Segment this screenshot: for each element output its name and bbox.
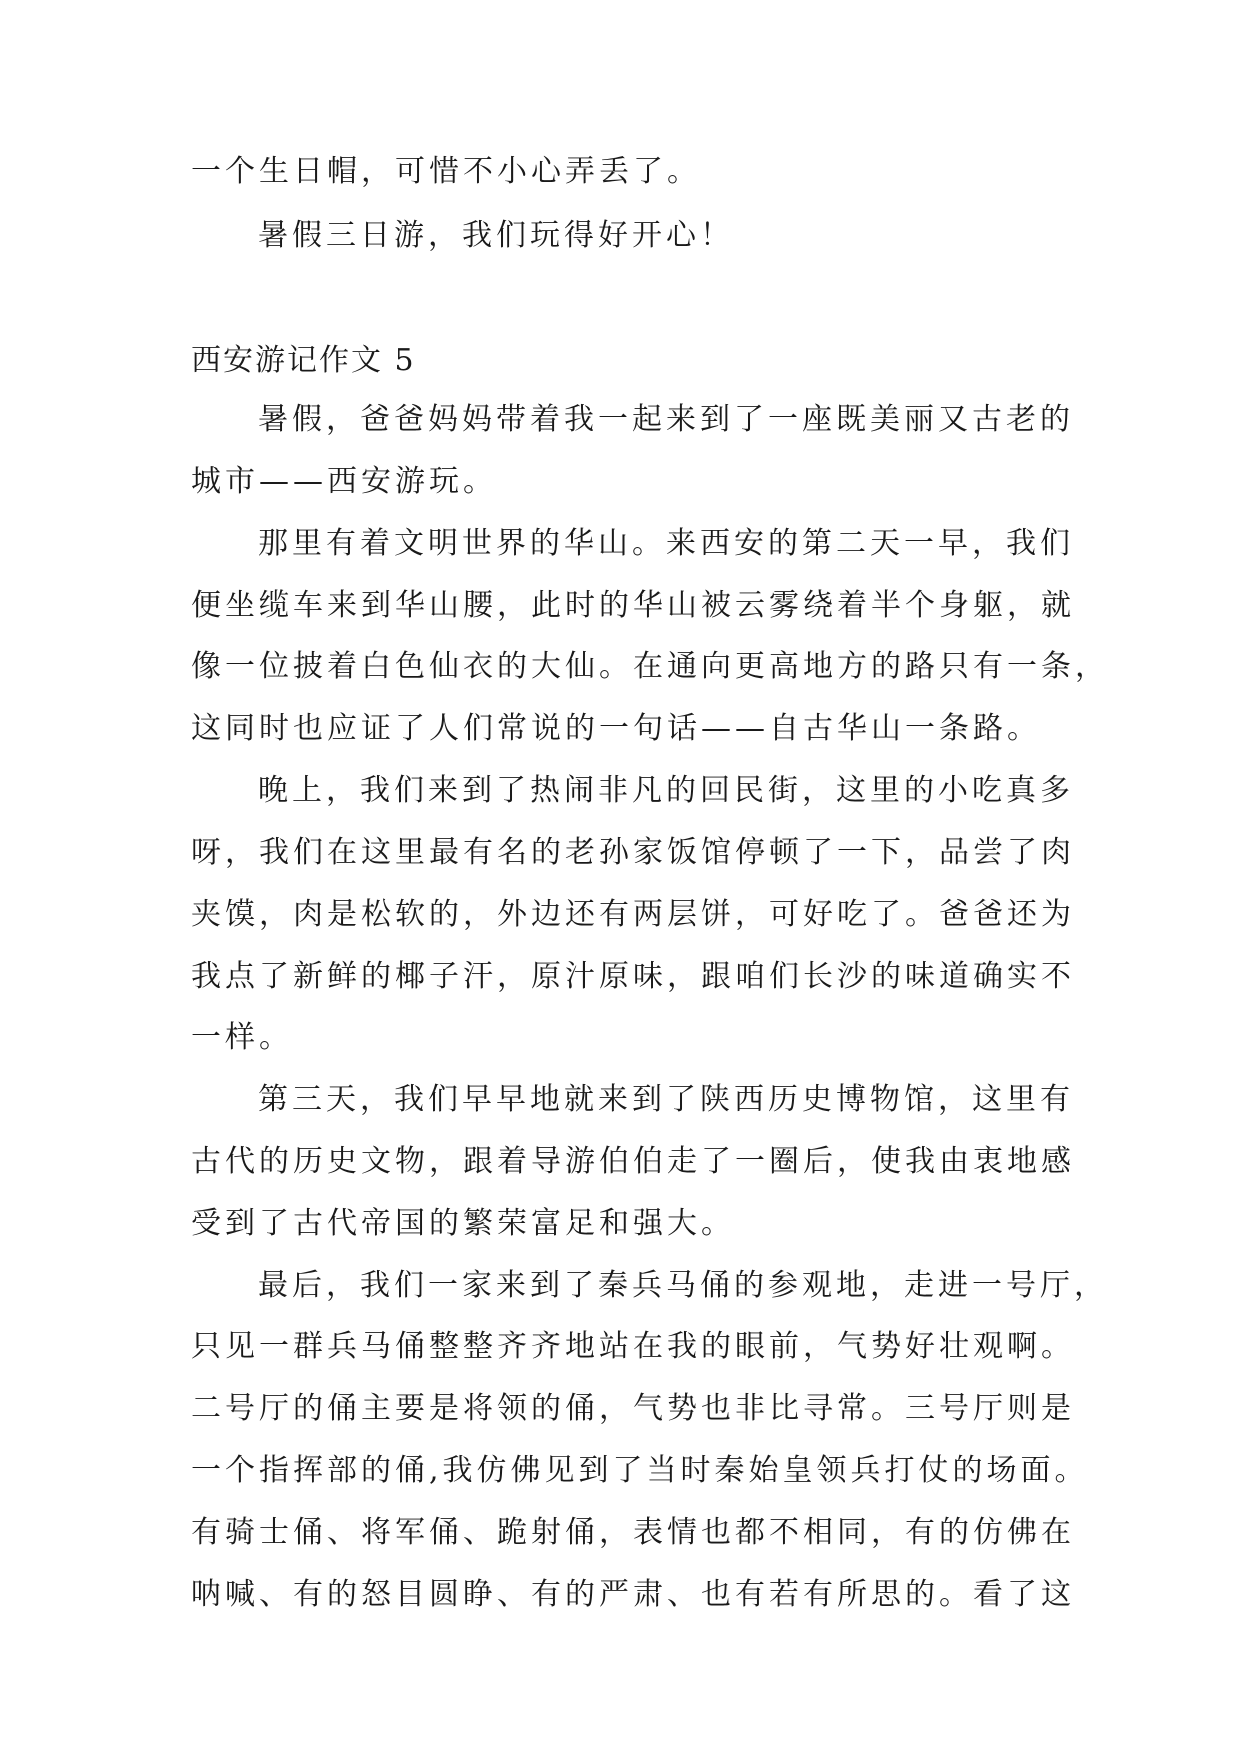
text-line: 二号厅的俑主要是将领的俑，气势也非比寻常。三号厅则是 <box>191 1391 1075 1426</box>
paragraph-line: 那里有着文明世界的华山。来西安的第二天一早，我们 <box>258 526 1074 561</box>
text-line: 我点了新鲜的椰子汗，原汁原味，跟咱们长沙的味道确实不 <box>191 959 1075 994</box>
paragraph-line: 第三天，我们早早地就来到了陕西历史博物馆，这里有 <box>258 1082 1074 1117</box>
text-line: 古代的历史文物，跟着导游伯伯走了一圈后，使我由衷地感 <box>191 1144 1075 1179</box>
text-line: 这同时也应证了人们常说的一句话——自古华山一条路。 <box>191 711 1041 746</box>
text-line: 有骑士俑、将军俑、跪射俑，表情也都不相同，有的仿佛在 <box>191 1515 1075 1550</box>
paragraph-line: 晚上，我们来到了热闹非凡的回民街，这里的小吃真多 <box>258 773 1074 808</box>
paragraph-line: 暑假三日游，我们玩得好开心！ <box>258 218 734 253</box>
text-line: 像一位披着白色仙衣的大仙。在通向更高地方的路只有一条， <box>191 649 1109 684</box>
text-line: 受到了古代帝国的繁荣富足和强大。 <box>191 1206 735 1241</box>
text-line: 便坐缆车来到华山腰，此时的华山被云雾绕着半个身躯，就 <box>191 588 1075 623</box>
text-line: 呐喊、有的怒目圆睁、有的严肃、也有若有所思的。看了这 <box>191 1577 1075 1612</box>
text-line: 一个指挥部的俑,我仿佛见到了当时秦始皇领兵打仗的场面。 <box>191 1453 1089 1488</box>
text-line: 一个生日帽，可惜不小心弄丢了。 <box>191 154 701 189</box>
section-heading: 西安游记作文 5 <box>191 343 416 378</box>
text-line: 城市——西安游玩。 <box>191 464 497 499</box>
text-line: 只见一群兵马俑整整齐齐地站在我的眼前，气势好壮观啊。 <box>191 1329 1075 1364</box>
text-line: 一样。 <box>191 1020 293 1055</box>
text-line: 呀，我们在这里最有名的老孙家饭馆停顿了一下，品尝了肉 <box>191 835 1075 870</box>
text-line: 夹馍，肉是松软的，外边还有两层饼，可好吃了。爸爸还为 <box>191 897 1075 932</box>
paragraph-line: 暑假，爸爸妈妈带着我一起来到了一座既美丽又古老的 <box>258 402 1074 437</box>
paragraph-line: 最后，我们一家来到了秦兵马俑的参观地，走进一号厅， <box>258 1268 1108 1303</box>
